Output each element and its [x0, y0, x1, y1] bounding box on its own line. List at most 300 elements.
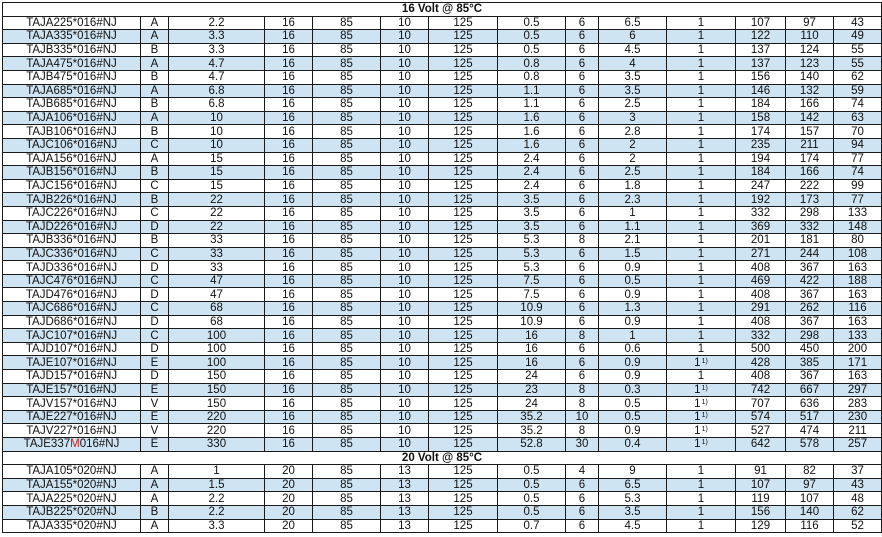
part-number-cell: TAJD686*016#NJ — [3, 315, 141, 329]
table-row — [3, 125, 882, 139]
value-cell: 10 — [381, 261, 429, 275]
table-row — [3, 70, 882, 84]
value-cell: 119 — [736, 492, 786, 506]
value-cell: 15 — [169, 152, 265, 166]
value-cell: 332 — [736, 206, 786, 220]
value-cell: 1.6 — [498, 125, 566, 139]
value-cell: 16 — [265, 166, 313, 180]
value-cell: 15 — [169, 179, 265, 193]
value-cell: 450 — [786, 342, 834, 356]
value-cell: 3.3 — [169, 519, 265, 533]
table-row — [3, 234, 882, 248]
value-cell: 10 — [381, 302, 429, 316]
value-cell: 125 — [429, 505, 498, 519]
value-cell: 173 — [786, 193, 834, 207]
table-row — [3, 478, 882, 492]
value-cell: 85 — [313, 438, 381, 452]
value-cell: 157 — [786, 125, 834, 139]
value-cell: 1 — [667, 111, 736, 125]
value-cell: 1 — [667, 492, 736, 506]
value-cell: 10 — [381, 410, 429, 424]
value-cell: 10 — [381, 288, 429, 302]
value-cell: 125 — [429, 261, 498, 275]
value-cell: 2.2 — [169, 16, 265, 30]
value-cell: 742 — [736, 383, 786, 397]
value-cell: 0.9 — [599, 261, 667, 275]
table-row — [3, 288, 882, 302]
value-cell: 85 — [313, 478, 381, 492]
value-cell: 211 — [786, 138, 834, 152]
value-cell: 48 — [834, 492, 882, 506]
value-cell: 85 — [313, 288, 381, 302]
value-cell: 125 — [429, 111, 498, 125]
value-cell: 10 — [169, 111, 265, 125]
value-cell: 3.5 — [599, 505, 667, 519]
value-cell: 77 — [834, 152, 882, 166]
value-cell: E — [141, 383, 169, 397]
value-cell: 63 — [834, 111, 882, 125]
value-cell: 125 — [429, 302, 498, 316]
table-row — [3, 302, 882, 316]
table-row — [3, 98, 882, 112]
value-cell: 137 — [736, 57, 786, 71]
value-cell: 367 — [786, 315, 834, 329]
value-cell: 10 — [381, 111, 429, 125]
value-cell: 125 — [429, 315, 498, 329]
value-cell: 0.5 — [599, 274, 667, 288]
value-cell: 16 — [498, 356, 566, 370]
value-cell: 1$^{1)}$ — [667, 383, 736, 397]
value-cell: 107 — [786, 492, 834, 506]
value-cell: 6 — [566, 342, 599, 356]
part-number-cell: TAJA156*016#NJ — [3, 152, 141, 166]
value-cell: 125 — [429, 410, 498, 424]
value-cell: 62 — [834, 70, 882, 84]
value-cell: 16 — [265, 193, 313, 207]
value-cell: 0.8 — [498, 57, 566, 71]
value-cell: 85 — [313, 43, 381, 57]
value-cell: 2.3 — [599, 193, 667, 207]
value-cell: 667 — [786, 383, 834, 397]
value-cell: 20 — [265, 465, 313, 479]
value-cell: 235 — [736, 138, 786, 152]
value-cell: 16 — [265, 302, 313, 316]
part-number-cell: TAJB335*016#NJ — [3, 43, 141, 57]
value-cell: 85 — [313, 179, 381, 193]
value-cell: 6 — [566, 57, 599, 71]
value-cell: 16 — [265, 138, 313, 152]
value-cell: 6 — [566, 478, 599, 492]
value-cell: 8 — [566, 329, 599, 343]
value-cell: 10 — [381, 30, 429, 44]
value-cell: 74 — [834, 166, 882, 180]
table-row — [3, 138, 882, 152]
value-cell: D — [141, 220, 169, 234]
table-row — [3, 465, 882, 479]
value-cell: 332 — [786, 220, 834, 234]
value-cell: 9 — [599, 465, 667, 479]
value-cell: 125 — [429, 70, 498, 84]
part-number-cell: TAJA335*020#NJ — [3, 519, 141, 533]
value-cell: C — [141, 247, 169, 261]
value-cell: 85 — [313, 356, 381, 370]
value-cell: 10 — [381, 438, 429, 452]
value-cell: 16 — [265, 370, 313, 384]
value-cell: 16 — [265, 57, 313, 71]
value-cell: 16 — [265, 179, 313, 193]
footnote-marker: 1) — [701, 439, 708, 447]
footnote-marker: 1) — [701, 398, 708, 406]
value-cell: 116 — [834, 302, 882, 316]
table-row — [3, 43, 882, 57]
value-cell: 3.5 — [498, 193, 566, 207]
value-cell: 474 — [786, 424, 834, 438]
footnote-marker: 1) — [701, 384, 708, 392]
table-row — [3, 342, 882, 356]
value-cell: 10 — [381, 125, 429, 139]
part-number-cell: TAJC686*016#NJ — [3, 302, 141, 316]
part-number-cell: TAJC336*016#NJ — [3, 247, 141, 261]
value-cell: 85 — [313, 57, 381, 71]
value-cell: 2.1 — [599, 234, 667, 248]
part-number-cell: TAJE227*016#NJ — [3, 410, 141, 424]
value-cell: 0.6 — [599, 342, 667, 356]
value-cell: 247 — [736, 179, 786, 193]
value-cell: 1 — [667, 206, 736, 220]
value-cell: 6 — [599, 30, 667, 44]
value-cell: 1 — [667, 315, 736, 329]
value-cell: 1 — [667, 220, 736, 234]
value-cell: 188 — [834, 274, 882, 288]
value-cell: 6 — [566, 247, 599, 261]
table-row — [3, 179, 882, 193]
value-cell: 8 — [566, 397, 599, 411]
value-cell: 16 — [265, 98, 313, 112]
value-cell: 52 — [834, 519, 882, 533]
value-cell: 211 — [834, 424, 882, 438]
value-cell: 2.2 — [169, 505, 265, 519]
value-cell: 0.9 — [599, 288, 667, 302]
value-cell: 1 — [667, 152, 736, 166]
value-cell: 16 — [265, 410, 313, 424]
value-cell: 10 — [381, 70, 429, 84]
value-cell: 16 — [265, 261, 313, 275]
part-number-cell: TAJA685*016#NJ — [3, 84, 141, 98]
value-cell: 171 — [834, 356, 882, 370]
value-cell: 2.4 — [498, 166, 566, 180]
value-cell: 1 — [667, 179, 736, 193]
value-cell: 116 — [786, 519, 834, 533]
value-cell: 2.2 — [169, 492, 265, 506]
value-cell: 1.6 — [498, 138, 566, 152]
value-cell: 140 — [786, 505, 834, 519]
value-cell: 16 — [265, 288, 313, 302]
value-cell: 16 — [265, 70, 313, 84]
value-cell: 1.6 — [498, 111, 566, 125]
value-cell: 85 — [313, 492, 381, 506]
value-cell: A — [141, 492, 169, 506]
table-row — [3, 30, 882, 44]
value-cell: 1 — [667, 261, 736, 275]
value-cell: 10.9 — [498, 302, 566, 316]
table-row — [3, 261, 882, 275]
value-cell: 517 — [786, 410, 834, 424]
value-cell: 1 — [667, 247, 736, 261]
value-cell: 129 — [736, 519, 786, 533]
value-cell: 85 — [313, 505, 381, 519]
value-cell: 94 — [834, 138, 882, 152]
value-cell: 146 — [736, 84, 786, 98]
value-cell: 10 — [169, 138, 265, 152]
value-cell: 7.5 — [498, 274, 566, 288]
section-header — [3, 3, 882, 17]
value-cell: 7.5 — [498, 288, 566, 302]
value-cell: 85 — [313, 234, 381, 248]
value-cell: 636 — [786, 397, 834, 411]
value-cell: 1.1 — [599, 220, 667, 234]
value-cell: 108 — [834, 247, 882, 261]
value-cell: 163 — [834, 315, 882, 329]
value-cell: 422 — [786, 274, 834, 288]
value-cell: 82 — [786, 465, 834, 479]
value-cell: 369 — [736, 220, 786, 234]
value-cell: 85 — [313, 465, 381, 479]
value-cell: E — [141, 410, 169, 424]
value-cell: 6 — [566, 30, 599, 44]
value-cell: 262 — [786, 302, 834, 316]
value-cell: 85 — [313, 111, 381, 125]
value-cell: 43 — [834, 478, 882, 492]
value-cell: 10 — [381, 166, 429, 180]
value-cell: 1 — [667, 43, 736, 57]
value-cell: 3.5 — [599, 70, 667, 84]
value-cell: 85 — [313, 410, 381, 424]
value-cell: 125 — [429, 383, 498, 397]
value-cell: 16 — [498, 329, 566, 343]
value-cell: 16 — [265, 356, 313, 370]
footnote-marker: 1) — [701, 425, 708, 433]
value-cell: 125 — [429, 57, 498, 71]
value-cell: 10 — [381, 274, 429, 288]
table-row — [3, 370, 882, 384]
value-cell: 257 — [834, 438, 882, 452]
value-cell: 150 — [169, 370, 265, 384]
value-cell: 3.5 — [498, 206, 566, 220]
value-cell: 70 — [834, 125, 882, 139]
value-cell: 85 — [313, 329, 381, 343]
value-cell: 291 — [736, 302, 786, 316]
value-cell: 16 — [265, 329, 313, 343]
value-cell: 6.5 — [599, 478, 667, 492]
value-cell: 125 — [429, 193, 498, 207]
value-cell: 4.5 — [599, 519, 667, 533]
value-cell: 85 — [313, 125, 381, 139]
value-cell: 16 — [265, 30, 313, 44]
value-cell: 125 — [429, 179, 498, 193]
part-number-cell: TAJE337M016#NJ — [3, 438, 141, 452]
value-cell: 166 — [786, 98, 834, 112]
part-number-cell: TAJC107*016#NJ — [3, 329, 141, 343]
value-cell: A — [141, 57, 169, 71]
table-row — [3, 315, 882, 329]
value-cell: 0.9 — [599, 424, 667, 438]
value-cell: 2 — [599, 138, 667, 152]
part-number-cell: TAJB226*016#NJ — [3, 193, 141, 207]
value-cell: 578 — [786, 438, 834, 452]
value-cell: 85 — [313, 193, 381, 207]
value-cell: 0.5 — [498, 16, 566, 30]
value-cell: 5.3 — [498, 247, 566, 261]
value-cell: 125 — [429, 370, 498, 384]
value-cell: 10 — [381, 220, 429, 234]
value-cell: 20 — [265, 519, 313, 533]
value-cell: 16 — [265, 397, 313, 411]
value-cell: 0.5 — [498, 43, 566, 57]
value-cell: 408 — [736, 315, 786, 329]
value-cell: 24 — [498, 370, 566, 384]
value-cell: 6 — [566, 220, 599, 234]
value-cell: 140 — [786, 70, 834, 84]
value-cell: 16 — [265, 111, 313, 125]
value-cell: 10.9 — [498, 315, 566, 329]
value-cell: 125 — [429, 288, 498, 302]
table-row — [3, 193, 882, 207]
value-cell: 10 — [381, 193, 429, 207]
value-cell: 33 — [169, 261, 265, 275]
value-cell: 10 — [381, 370, 429, 384]
value-cell: 4.5 — [599, 43, 667, 57]
value-cell: A — [141, 16, 169, 30]
value-cell: 107 — [736, 16, 786, 30]
value-cell: 1 — [667, 288, 736, 302]
value-cell: 43 — [834, 16, 882, 30]
value-cell: 125 — [429, 329, 498, 343]
value-cell: 5.3 — [498, 234, 566, 248]
value-cell: 6 — [566, 111, 599, 125]
value-cell: 10 — [381, 383, 429, 397]
value-cell: 6 — [566, 70, 599, 84]
value-cell: 85 — [313, 152, 381, 166]
value-cell: 163 — [834, 288, 882, 302]
table-row — [3, 84, 882, 98]
value-cell: 1 — [169, 465, 265, 479]
part-number-cell: TAJA335*016#NJ — [3, 30, 141, 44]
value-cell: 100 — [169, 342, 265, 356]
table-row — [3, 397, 882, 411]
value-cell: D — [141, 288, 169, 302]
table-row — [3, 57, 882, 71]
value-cell: 6 — [566, 302, 599, 316]
value-cell: 0.9 — [599, 315, 667, 329]
value-cell: A — [141, 84, 169, 98]
value-cell: 125 — [429, 152, 498, 166]
value-cell: A — [141, 519, 169, 533]
value-cell: 200 — [834, 342, 882, 356]
table-body — [3, 3, 882, 533]
value-cell: 1 — [667, 138, 736, 152]
value-cell: 408 — [736, 370, 786, 384]
part-number-cell: TAJC476*016#NJ — [3, 274, 141, 288]
value-cell: 33 — [169, 234, 265, 248]
value-cell: 16 — [265, 125, 313, 139]
value-cell: 85 — [313, 342, 381, 356]
value-cell: 220 — [169, 424, 265, 438]
value-cell: 367 — [786, 261, 834, 275]
value-cell: 125 — [429, 492, 498, 506]
value-cell: 2.5 — [599, 166, 667, 180]
value-cell: 10 — [381, 43, 429, 57]
value-cell: 3.3 — [169, 30, 265, 44]
table-row — [3, 220, 882, 234]
value-cell: 10 — [381, 206, 429, 220]
value-cell: 16 — [265, 152, 313, 166]
value-cell: 181 — [786, 234, 834, 248]
value-cell: 6 — [566, 179, 599, 193]
value-cell: 4.7 — [169, 70, 265, 84]
value-cell: 80 — [834, 234, 882, 248]
value-cell: 6 — [566, 84, 599, 98]
value-cell: 85 — [313, 397, 381, 411]
value-cell: 1 — [667, 342, 736, 356]
footnote-marker: 1) — [701, 357, 708, 365]
part-number-cell: TAJA105*020#NJ — [3, 465, 141, 479]
value-cell: 125 — [429, 125, 498, 139]
value-cell: 163 — [834, 370, 882, 384]
value-cell: 3.5 — [599, 84, 667, 98]
value-cell: 1$^{1)}$ — [667, 410, 736, 424]
value-cell: 85 — [313, 220, 381, 234]
section-header — [3, 451, 882, 465]
value-cell: 174 — [786, 152, 834, 166]
part-number-cell: TAJB156*016#NJ — [3, 166, 141, 180]
value-cell: 1 — [667, 70, 736, 84]
value-cell: 97 — [786, 478, 834, 492]
value-cell: 33 — [169, 247, 265, 261]
value-cell: 1.3 — [599, 302, 667, 316]
value-cell: 125 — [429, 84, 498, 98]
value-cell: 5.3 — [599, 492, 667, 506]
value-cell: 10 — [381, 234, 429, 248]
value-cell: 2 — [599, 152, 667, 166]
value-cell: 4.7 — [169, 57, 265, 71]
value-cell: B — [141, 43, 169, 57]
value-cell: E — [141, 438, 169, 452]
part-number-cell: TAJC226*016#NJ — [3, 206, 141, 220]
value-cell: 13 — [381, 519, 429, 533]
value-cell: 16 — [265, 438, 313, 452]
value-cell: 222 — [786, 179, 834, 193]
value-cell: 16 — [265, 234, 313, 248]
value-cell: C — [141, 329, 169, 343]
value-cell: 8 — [566, 234, 599, 248]
value-cell: 85 — [313, 370, 381, 384]
value-cell: 85 — [313, 138, 381, 152]
part-number-cell: TAJD226*016#NJ — [3, 220, 141, 234]
value-cell: 85 — [313, 519, 381, 533]
part-number-cell: TAJB225*020#NJ — [3, 505, 141, 519]
value-cell: 99 — [834, 179, 882, 193]
value-cell: B — [141, 193, 169, 207]
table-row — [3, 152, 882, 166]
capacitor-spec-table — [2, 2, 882, 533]
value-cell: 1 — [667, 329, 736, 343]
value-cell: 163 — [834, 261, 882, 275]
value-cell: 2.8 — [599, 125, 667, 139]
value-cell: 574 — [736, 410, 786, 424]
part-number-cell: TAJA225*020#NJ — [3, 492, 141, 506]
value-cell: 133 — [834, 206, 882, 220]
value-cell: 8 — [566, 424, 599, 438]
